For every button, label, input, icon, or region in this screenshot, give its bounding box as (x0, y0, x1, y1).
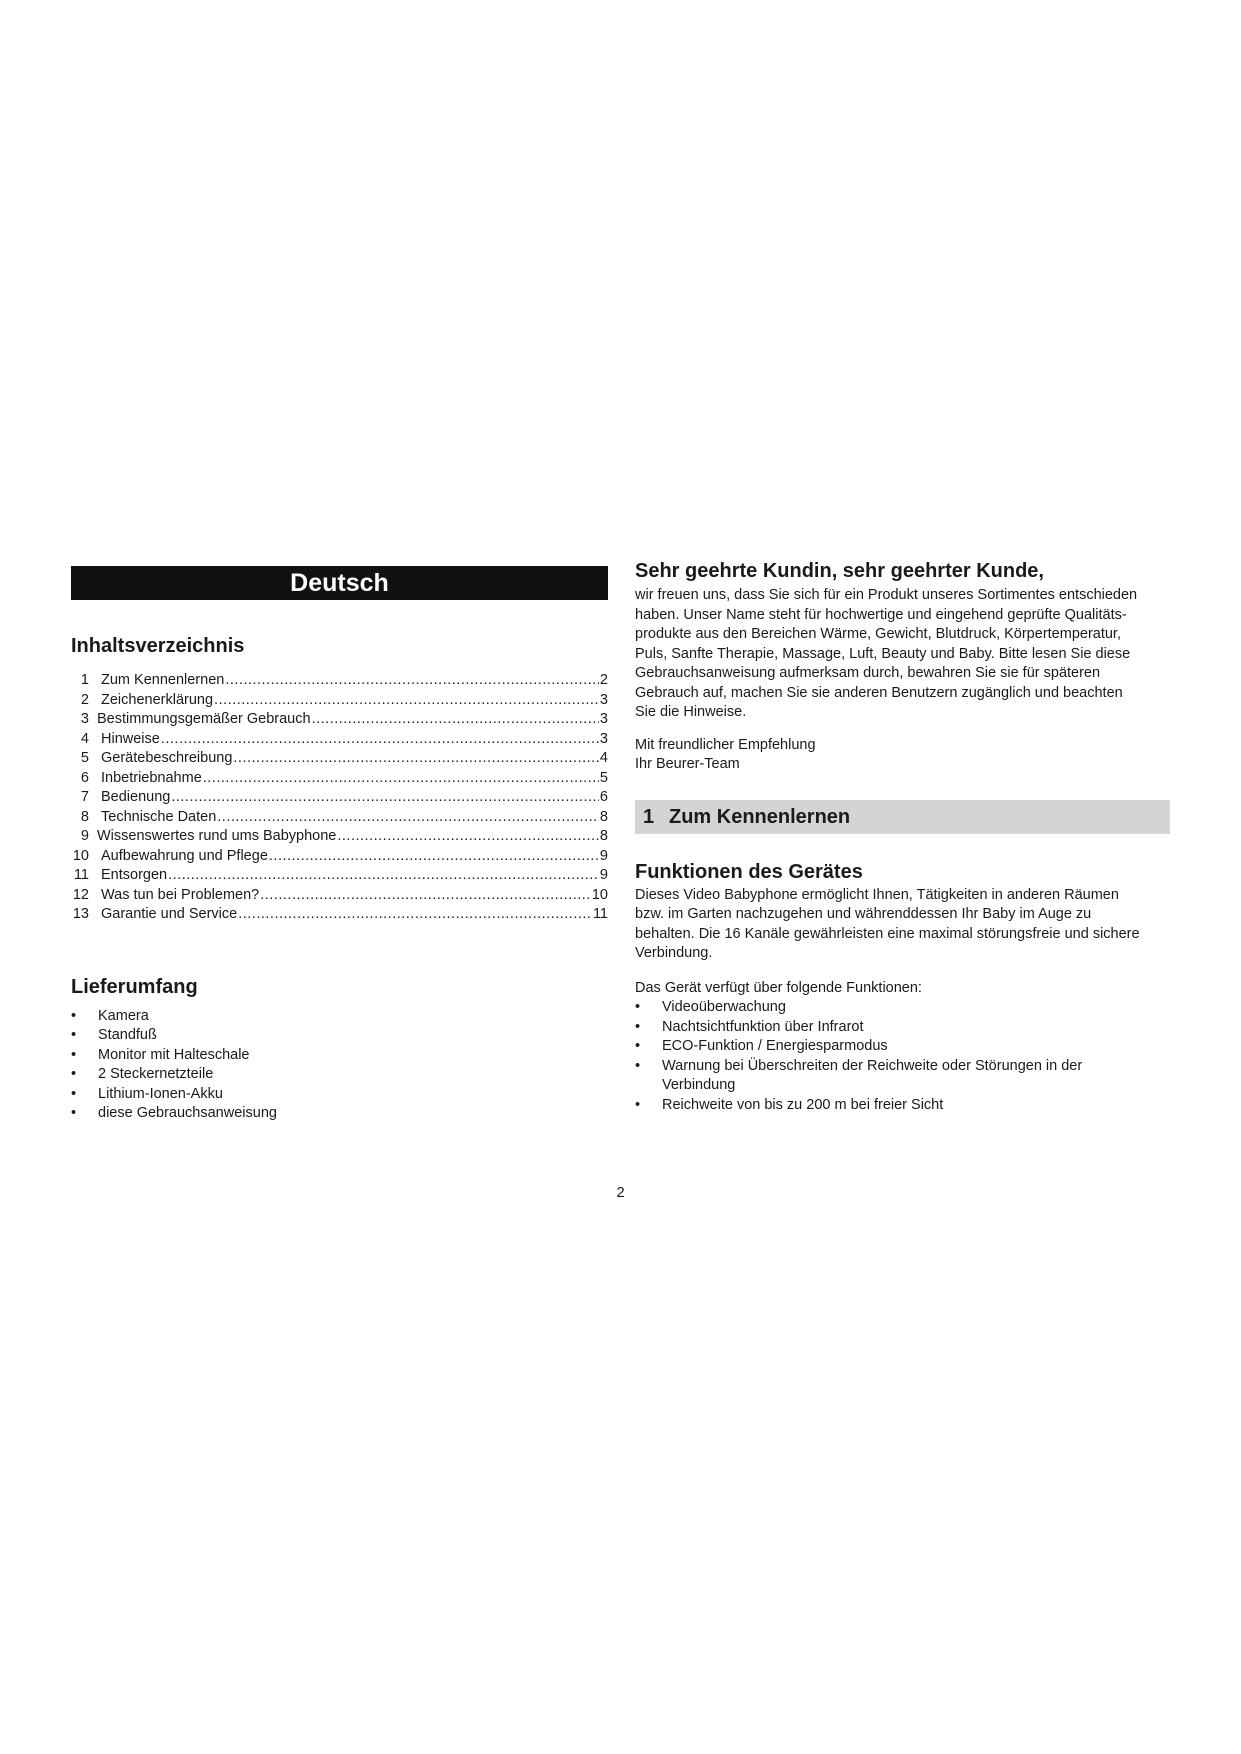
toc-row[interactable] (71, 828, 608, 848)
toc-number: 4 (80, 730, 89, 747)
toc-number: 1 (80, 672, 89, 688)
section-header (635, 800, 1170, 834)
toc-number: 8 (80, 808, 89, 825)
toc-page: 10 (591, 886, 608, 903)
toc-row[interactable] (71, 789, 608, 809)
list-item: • ECO-Funktion / Energiesparmodus (635, 1037, 1170, 1057)
list-item: • Monitor mit Halteschale (71, 1046, 608, 1066)
toc-label: Was tun bei Problemen? (101, 886, 260, 903)
toc-page: 3 (599, 730, 608, 747)
toc-leader (233, 750, 599, 766)
greeting-paragraph (635, 586, 1170, 723)
toc-number: 6 (80, 769, 89, 786)
toc-row[interactable] (71, 848, 608, 868)
toc-row[interactable] (71, 711, 608, 731)
list-item: • Standfuß (71, 1026, 608, 1046)
list-item: • Lithium-Ionen-Akku (71, 1085, 608, 1105)
toc-leader (217, 809, 599, 825)
toc-page: 2 (599, 672, 608, 688)
toc-label: Entsorgen (101, 867, 168, 883)
toc-row[interactable] (71, 906, 608, 926)
toc-label: Hinweise (101, 730, 160, 747)
toc-number: 11 (73, 867, 89, 883)
toc-page: 11 (592, 906, 608, 922)
text-line: Puls, Sanfte Therapie, Massage, Luft, Beauty und Baby. Bitte lesen Sie diese (635, 645, 1131, 662)
toc-leader (312, 711, 599, 727)
toc-number: 7 (80, 789, 89, 805)
left-column (71, 566, 608, 1124)
toc-leader (168, 867, 599, 883)
text-line: wir freuen uns, dass Sie sich für ein Produkt unseres Sortimentes entschieden (635, 587, 1138, 603)
toc-row[interactable] (71, 672, 608, 692)
toc-row[interactable] (71, 867, 608, 887)
toc-leader (171, 789, 599, 805)
toc-leader (238, 906, 592, 922)
toc-number: 10 (72, 847, 89, 864)
list-item: • Reichweite von bis zu 200 m bei freier Sicht (635, 1096, 1170, 1116)
list-item: • Videoüberwachung (635, 998, 1170, 1018)
toc-title: Inhaltsverzeichnis (71, 635, 245, 657)
toc-leader (260, 887, 591, 903)
table-of-contents (71, 672, 608, 926)
toc-label: Garantie und Service (101, 906, 238, 922)
text-line: bzw. im Garten nachzugehen und währenddessen Ihr Baby im Auge zu (635, 906, 1092, 922)
toc-page: 8 (599, 828, 608, 844)
features-list (635, 998, 1170, 1115)
toc-number: 3 (80, 711, 89, 727)
text-line: haben. Unser Name steht für hochwertige und eingehend geprüfte Qualitäts- (635, 606, 1127, 623)
toc-label: Gerätebeschreibung (101, 750, 233, 766)
closing (635, 736, 1170, 775)
language-header: Deutsch (71, 566, 608, 600)
toc-number: 2 (80, 691, 89, 708)
features-intro: Das Gerät verfügt über folgende Funktionen: (635, 979, 922, 996)
list-item: • diese Gebrauchsanweisung (71, 1104, 608, 1124)
toc-leader (161, 731, 599, 747)
toc-page: 3 (599, 711, 608, 727)
list-item: • Kamera (71, 1007, 608, 1027)
text-line: Warnung bei Überschreiten der Reichweite oder Störungen in der (662, 1057, 1083, 1074)
toc-row[interactable] (71, 692, 608, 712)
toc-leader (337, 828, 599, 844)
page-number: 2 (616, 1184, 625, 1201)
toc-number: 9 (80, 828, 89, 844)
toc-row[interactable] (71, 809, 608, 829)
text-line: produkte aus den Bereichen Wärme, Gewicht, Blutdruck, Körpertemperatur, (635, 626, 1121, 642)
text-line: Verbindung (662, 1077, 736, 1093)
toc-page: 8 (599, 808, 608, 825)
toc-label: Technische Daten (101, 808, 217, 825)
toc-row[interactable] (71, 770, 608, 790)
toc-number: 5 (80, 750, 89, 766)
toc-page: 9 (599, 847, 608, 864)
toc-label: Aufbewahrung und Pflege (101, 847, 268, 864)
section-title: Zum Kennenlernen (669, 805, 851, 828)
toc-label: Bedienung (101, 789, 171, 805)
toc-label: Inbetriebnahme (101, 769, 202, 786)
list-item: • 2 Steckernetzteile (71, 1065, 608, 1085)
supply-title: Lieferumfang (71, 975, 198, 998)
text-line: Gebrauch auf, machen Sie sie anderen Benutzern zugänglich und beachten (635, 684, 1123, 701)
text-line: behalten. Die 16 Kanäle gewährleisten eine maximal störungsfreie und sichere (635, 925, 1140, 942)
toc-row[interactable] (71, 731, 608, 751)
toc-label: Zum Kennenlernen (101, 672, 225, 688)
right-column (635, 560, 1170, 1115)
functions-paragraph (635, 886, 1170, 964)
greeting-title: Sehr geehrte Kundin, sehr geehrter Kunde, (635, 560, 1044, 582)
toc-page: 5 (599, 769, 608, 786)
toc-page: 6 (599, 789, 608, 805)
toc-leader (214, 692, 599, 708)
toc-number: 12 (72, 886, 89, 903)
supply-list (71, 1007, 608, 1124)
toc-leader (269, 848, 599, 864)
text-line: Gebrauchsanweisung aufmerksam durch, bewahren Sie sie für späteren (635, 665, 1101, 681)
text-line: Sie die Hinweise. (635, 704, 747, 720)
text-line: Verbindung. (635, 945, 713, 961)
toc-row[interactable] (71, 887, 608, 907)
text-line: Dieses Video Babyphone ermöglicht Ihnen, Tätigkeiten in anderen Räumen (635, 886, 1119, 903)
toc-page: 9 (599, 867, 608, 883)
toc-leader (225, 672, 599, 688)
section-number: 1 (643, 805, 655, 828)
functions-title: Funktionen des Gerätes (635, 860, 863, 883)
toc-label: Bestimmungsgemäßer Gebrauch (97, 711, 311, 727)
list-item: • Nachtsichtfunktion über Infrarot (635, 1018, 1170, 1038)
text-line: Mit freundlicher Empfehlung (635, 736, 816, 753)
toc-page: 4 (599, 750, 608, 766)
toc-label: Zeichenerklärung (101, 691, 214, 708)
toc-label: Wissenswertes rund ums Babyphone (97, 828, 337, 844)
text-line: Ihr Beurer-Team (635, 756, 740, 772)
toc-leader (203, 770, 599, 786)
list-item (635, 1057, 1170, 1096)
toc-page: 3 (599, 691, 608, 708)
toc-number: 13 (72, 906, 89, 922)
toc-row[interactable] (71, 750, 608, 770)
